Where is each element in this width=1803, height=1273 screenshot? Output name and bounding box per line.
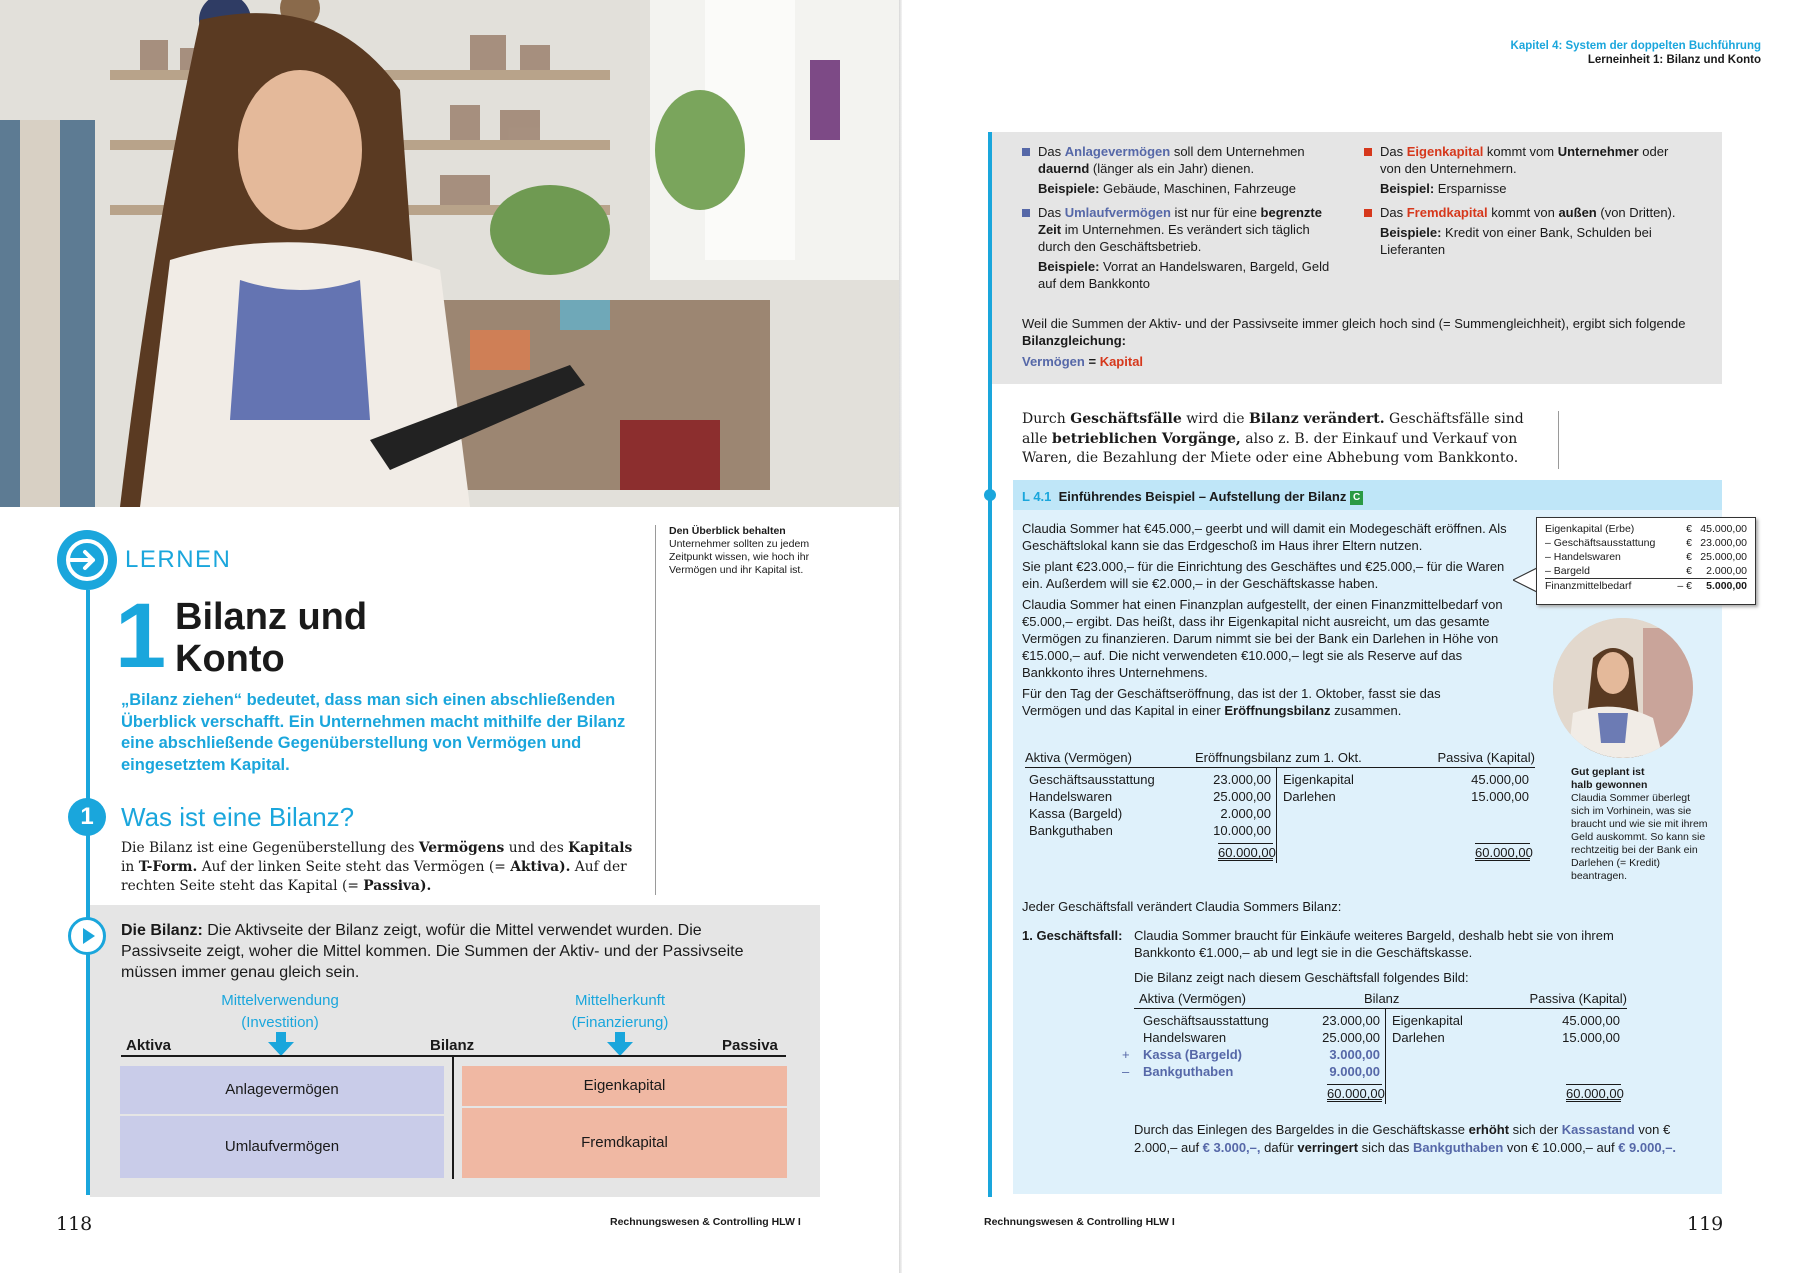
bilanz-row-value: 15.000,00: [1562, 1030, 1620, 1045]
info-example-label: Beispiele:: [1038, 259, 1100, 274]
case-label: 1. Geschäftsfall:: [1022, 928, 1123, 943]
bilanz1-divider: [1276, 768, 1277, 863]
info-text: (von Dritten).: [1596, 205, 1676, 220]
section-number: 1: [68, 798, 106, 836]
info-text: kommt vom: [1483, 144, 1558, 159]
info-text: Das: [1038, 205, 1065, 220]
bilanz-row: [1122, 1029, 1384, 1046]
portrait-photo: [1553, 618, 1693, 758]
bilanz-row: [1392, 1029, 1624, 1046]
info-umlauf: [1022, 204, 1342, 292]
para-bold: betrieblichen Vorgänge,: [1052, 430, 1241, 447]
info-example-label: Beispiele:: [1038, 181, 1100, 196]
finanzplan-callout: [1536, 517, 1756, 605]
page-number-right: 119: [1687, 1213, 1724, 1235]
bilanz-row-value: 2.000,00: [1220, 806, 1271, 821]
bilanz-row-value: 25.000,00: [1322, 1030, 1380, 1045]
bilanz-after: [1122, 990, 1627, 1104]
anlagevermoegen-block: Anlagevermögen: [120, 1066, 444, 1114]
change-intro: Jeder Geschäftsfall verändert Claudia Sommers Bilanz:: [1022, 899, 1342, 914]
section-text: [121, 839, 646, 896]
shop-photo: [0, 0, 899, 507]
finanzplan-row: [1545, 536, 1747, 550]
bilanz-row-value: 10.000,00: [1213, 823, 1271, 838]
bilanz1-left: [1025, 771, 1275, 839]
example-p3: Claudia Sommer hat einen Finanzplan aufgestellt, der einen Finanzmittelbedarf von €5.000,– ergibt. Das heißt, dass ihr Eigenkapital nicht ausreicht, um das gesamte Vermögen zu finanzieren. Darum nimmt sie bei der Bank ein Darlehen in Höhe von €15.000,– auf. Die nicht verwendeten €10.000,– legt sie als Reserve auf das Bankkonto ihres Unternehmens.: [1022, 597, 1503, 680]
footer-left: Rechnungswesen & Controlling HLW I: [610, 1216, 801, 1228]
chapter-intro: „Bilanz ziehen“ bedeutet, dass man sich einen abschließenden Überblick verschafft. Ein Unternehmen macht mithilfe der Bilanz eine abschließende Gegenüberstellung von Vermögen und eingesetztem Kapital.: [121, 691, 626, 774]
bilanz-row-value: 23.000,00: [1322, 1013, 1380, 1028]
info-term: Eigenkapital: [1406, 144, 1484, 159]
case-text: Claudia Sommer braucht für Einkäufe weiteres Bargeld, deshalb hebt sie von ihrem Bankkonto €1.000,– ab und legt sie in die Geschäftskasse.: [1134, 928, 1614, 960]
case-sub: Die Bilanz zeigt nach diesem Geschäftsfall folgendes Bild:: [1134, 970, 1469, 985]
finanzplan-cell: €: [1686, 523, 1693, 535]
info-term: Umlaufvermögen: [1064, 205, 1171, 220]
info-bold: Unternehmer: [1557, 144, 1639, 159]
bilanz-row-value: 45.000,00: [1562, 1013, 1620, 1028]
info-text: Weil die Summen der Aktiv- und der Passivseite immer gleich hoch sind (= Summengleichheit), ergibt sich folgende: [1022, 316, 1686, 331]
info-text: im Unternehmen. Es verändert sich täglich durch den Geschäftsbetrieb.: [1038, 222, 1310, 254]
aktiva-label: Aktiva: [126, 1037, 172, 1054]
bilanz-row-label: Bankguthaben: [1143, 1064, 1234, 1079]
bilanz-row-label: Kassa (Bargeld): [1143, 1047, 1242, 1062]
para-bold: Geschäftsfälle: [1070, 411, 1182, 427]
equation-equals: =: [1084, 354, 1100, 369]
bilanzgleichung: [1022, 315, 1692, 370]
mittelherkunft-line1: Mittelherkunft: [574, 992, 666, 1009]
info-term: Fremdkapital: [1406, 205, 1488, 220]
bilanz2-body: [1122, 1009, 1627, 1104]
para-text: also z. B. der Einkauf und Verkauf von Waren, die Bezahlung der Miete oder eine Abhebung vom Bankkonto.: [1022, 430, 1519, 466]
bilanz2-total-left: 60.000,00: [1327, 1086, 1385, 1101]
bilanz2-header: [1134, 990, 1627, 1009]
finanzplan-cell: €: [1686, 537, 1693, 549]
bilanz-row-value: 25.000,00: [1213, 789, 1271, 804]
info-text: Das: [1038, 144, 1065, 159]
para-text: wird die: [1181, 411, 1249, 427]
bilanz-row: [1122, 1046, 1384, 1063]
footer-right: Rechnungswesen & Controlling HLW I: [984, 1216, 1175, 1228]
bilanz-row-value: 23.000,00: [1213, 772, 1271, 787]
margin-note-text: Unternehmer sollten zu jedem Zeitpunkt wissen, wie hoch ihr Vermögen und ihr Kapital ist.: [669, 538, 810, 576]
bilanz1-head-right: Passiva (Kapital): [1437, 750, 1535, 765]
level-badge: C: [1350, 491, 1363, 505]
fremdkapital-block: Fremdkapital: [462, 1108, 787, 1178]
info-example: Kredit von einer Bank, Schulden bei Lieferanten: [1380, 225, 1652, 257]
bilanz-row-value: 3.000,00: [1329, 1047, 1380, 1062]
info-text: oder von den Unternehmern.: [1380, 144, 1669, 176]
finanzplan-total-value: 5.000,00: [1692, 579, 1747, 594]
geschaeftsfaelle-paragraph: [1022, 410, 1542, 469]
bilanz-row-label: Eigenkapital: [1283, 772, 1354, 787]
section-text-bold: Passiva).: [363, 878, 432, 894]
bilanz2-left: [1122, 1012, 1384, 1080]
final-text: Durch das Einlegen des Bargeldes in die Geschäftskasse: [1134, 1122, 1469, 1137]
bilanz1-head-left: Aktiva (Vermögen): [1025, 750, 1132, 765]
final-term: Kassastand: [1561, 1122, 1635, 1137]
info-text: Das: [1380, 144, 1407, 159]
info-eigen: [1364, 143, 1684, 197]
t-account-mid-line: [452, 1057, 454, 1179]
para-text: Geschäftsfälle sind alle: [1022, 411, 1524, 447]
final-text: von € 2.000,– auf: [1134, 1122, 1671, 1155]
bullet-square-icon: [1364, 209, 1372, 217]
info-text: kommt von: [1487, 205, 1559, 220]
info-text: (länger als ein Jahr) dienen.: [1089, 161, 1255, 176]
info-example: Vorrat an Handelswaren, Bargeld, Geld auf dem Bankkonto: [1038, 259, 1330, 291]
final-term: € 9.000,–.: [1618, 1140, 1677, 1155]
finanzplan-cell: – Bargeld: [1545, 565, 1590, 577]
play-icon: [68, 917, 106, 955]
info-text: ist nur für eine: [1170, 205, 1261, 220]
finanzplan-cell: €: [1686, 565, 1693, 577]
para-text: Durch: [1022, 411, 1071, 427]
finanzplan-total-cur: – €: [1675, 579, 1692, 594]
final-bold: erhöht: [1468, 1122, 1510, 1137]
bilanz2-right: [1392, 1012, 1624, 1046]
mittelverwendung-heading: [200, 990, 360, 1034]
margin-note: [669, 525, 829, 577]
mittelverwendung-line1: Mittelverwendung: [221, 992, 339, 1009]
section-text-bold: T-Form.: [138, 859, 198, 875]
bilanz-explain-body: Die Aktivseite der Bilanz zeigt, wofür die Mittel verwendet wurden. Die Passivseite zeigt, woher die Mittel kommen. Die Summen der Aktiv- und der Passivseite müssen immer genau gleich sein.: [121, 922, 744, 981]
finanzplan-cell: – Handelswaren: [1545, 551, 1621, 563]
info-example-label: Beispiel:: [1380, 181, 1435, 196]
header-chapter: Kapitel 4: System der doppelten Buchführung: [1510, 40, 1761, 52]
bilanz-row-value: 15.000,00: [1471, 789, 1529, 804]
info-fremd: [1364, 204, 1684, 258]
section-text-part: Auf der linken Seite steht das Vermögen (=: [197, 859, 511, 875]
bilanz-label: Bilanz: [430, 1037, 475, 1054]
example-p4: zusammen.: [1330, 703, 1402, 718]
bilanz-row-label: Darlehen: [1392, 1030, 1445, 1045]
bilanz1-total-right: 60.000,00: [1475, 845, 1533, 860]
bilanz2-head-left: Aktiva (Vermögen): [1139, 991, 1246, 1006]
finanzplan-cell: 25.000,00: [1700, 551, 1747, 563]
bilanz1-body: [1025, 768, 1535, 863]
info-text: Das: [1380, 205, 1407, 220]
section-title: Was ist eine Bilanz?: [121, 802, 355, 832]
info-example: Ersparnisse: [1434, 181, 1507, 196]
portrait-note-text: Claudia Sommer überlegt sich im Vorhinein, was sie braucht und wie sie mit ihrem Geld auskommt. So kann sie rechtzeitig bei der Bank ein Darlehen (= Kredit) beantragen.: [1571, 792, 1708, 882]
bilanz-row-label: Bankguthaben: [1029, 823, 1113, 838]
bilanz-row: [1025, 788, 1275, 805]
bilanz-row-label: Geschäftsausstattung: [1143, 1013, 1269, 1028]
finanzplan-table: [1545, 522, 1747, 593]
bilanz-row: [1025, 805, 1275, 822]
bilanz-row-label: Kassa (Bargeld): [1029, 806, 1123, 821]
bilanz-row-sign: –: [1122, 1064, 1130, 1079]
example-p2: Sie plant €23.000,– für die Einrichtung des Geschäftes und €25.000,– für die Waren ein. Außerdem will sie €2.000,– in der Geschäftskasse haben.: [1022, 559, 1505, 591]
bilanz1-head-mid: Eröffnungsbilanz zum 1. Okt.: [1195, 750, 1362, 765]
finanzplan-row: [1545, 550, 1747, 564]
finanzplan-row: [1545, 522, 1747, 536]
bilanz-row-label: Darlehen: [1283, 789, 1336, 804]
bilanz-row: [1283, 771, 1533, 788]
section-text-part: in: [121, 859, 139, 875]
example-title: [1022, 488, 1363, 505]
section-text-part: Die Bilanz ist eine Gegenüberstellung des: [121, 840, 419, 856]
section-text-bold: Vermögens: [418, 840, 505, 856]
info-example-label: Beispiele:: [1380, 225, 1442, 240]
finanzplan-total-row: [1545, 579, 1747, 594]
example-p1: Claudia Sommer hat €45.000,– geerbt und will damit ein Modegeschäft eröffnen. Als Geschäftslokal kann sie das Erdgeschoß im Haus ihrer Eltern nutzen.: [1022, 521, 1507, 553]
eigenkapital-block: Eigenkapital: [462, 1066, 787, 1106]
finanzplan-cell: – Geschäftsausstattung: [1545, 537, 1656, 549]
eroeffnungsbilanz-header: [1025, 749, 1535, 768]
lernen-icon: [57, 530, 117, 590]
bilanz-row: [1392, 1012, 1624, 1029]
bilanz-row: [1025, 771, 1275, 788]
final-paragraph: [1134, 1121, 1679, 1157]
final-text: dafür: [1260, 1140, 1298, 1155]
section-text-bold: Aktiva).: [510, 859, 571, 875]
rule-dot: [984, 489, 996, 501]
lernen-label: LERNEN: [125, 546, 232, 573]
final-text: von € 10.000,– auf: [1503, 1140, 1619, 1155]
bullet-square-icon: [1022, 148, 1030, 156]
mittelherkunft-line2: (Finanzierung): [571, 1014, 669, 1031]
para-bold: Bilanz verändert.: [1248, 411, 1385, 427]
bilanz2-head-right: Passiva (Kapital): [1529, 991, 1627, 1006]
section-text-part: Auf der rechten Seite steht das Kapital (=: [121, 859, 627, 894]
bilanz-row-label: Geschäftsausstattung: [1029, 772, 1155, 787]
finanzplan-cell: Eigenkapital (Erbe): [1545, 523, 1635, 535]
final-term: Bankguthaben: [1412, 1140, 1504, 1155]
chapter-title: [175, 596, 367, 680]
margin-note-title: Den Überblick behalten: [669, 525, 786, 537]
bilanz1-right: [1283, 771, 1533, 805]
section-text-bold: Kapitals: [568, 840, 633, 856]
bilanz2-head-mid: Bilanz: [1364, 991, 1400, 1006]
final-text: sich das: [1358, 1140, 1413, 1155]
margin-divider: [655, 525, 656, 895]
para-divider: [1558, 411, 1559, 469]
bilanz1-total-left: 60.000,00: [1218, 845, 1276, 860]
info-term: Anlagevermögen: [1064, 144, 1171, 159]
shop-photo-illustration: [0, 0, 899, 507]
portrait-note-title: Gut geplant ist: [1571, 766, 1645, 778]
example-body: [1022, 520, 1527, 719]
info-bold: begrenzte Zeit: [1038, 205, 1322, 237]
example-label: L 4.1: [1022, 489, 1052, 504]
finanzplan-cell: 2.000,00: [1706, 565, 1747, 577]
bilanz-row-label: Eigenkapital: [1392, 1013, 1463, 1028]
finanzplan-cell: 23.000,00: [1700, 537, 1747, 549]
umlaufvermoegen-block: Umlaufvermögen: [120, 1116, 444, 1178]
portrait-note: [1571, 766, 1711, 883]
info-text: soll dem Unternehmen: [1170, 144, 1305, 159]
bilanz-explain-text: [121, 920, 761, 983]
finanzplan-row: [1545, 564, 1747, 579]
passiva-label: Passiva: [722, 1037, 778, 1054]
portrait-note-title: halb gewonnen: [1571, 779, 1648, 791]
bilanz-row-sign: +: [1122, 1047, 1130, 1062]
info-anlage: [1022, 143, 1342, 197]
final-term: € 3.000,–,: [1202, 1140, 1261, 1155]
bilanz-explain-lead: Die Bilanz:: [121, 922, 203, 939]
bilanz-row: [1122, 1063, 1384, 1080]
equation-left: Vermögen: [1022, 354, 1085, 369]
bilanz-row-label: Handelswaren: [1029, 789, 1113, 804]
example-p4-bold: Eröffnungsbilanz: [1224, 703, 1331, 718]
final-bold: verringert: [1297, 1140, 1359, 1155]
bilanz2-total-right: 60.000,00: [1566, 1086, 1624, 1101]
mittelherkunft-heading: [545, 990, 695, 1034]
chapter-title-line2: Konto: [175, 638, 285, 680]
bilanz-row-value: 9.000,00: [1329, 1064, 1380, 1079]
info-bold: außen: [1558, 205, 1597, 220]
bilanz2-divider: [1385, 1009, 1386, 1104]
info-bold: Bilanzgleichung:: [1022, 333, 1126, 348]
bullet-square-icon: [1022, 209, 1030, 217]
bilanz-row: [1283, 788, 1533, 805]
example-p4: Für den Tag der Geschäftseröffnung, das ist der 1. Oktober, fasst sie das Vermögen und das Kapital in einer: [1022, 686, 1441, 718]
bilanz-row: [1122, 1012, 1384, 1029]
finanzplan-total-label: Finanzmittelbedarf: [1545, 579, 1675, 594]
page-number-left: 118: [56, 1213, 93, 1235]
mittelverwendung-line2: (Investition): [241, 1014, 319, 1031]
equation-right: Kapital: [1099, 354, 1144, 369]
final-text: sich der: [1509, 1122, 1562, 1137]
chapter-number: 1: [115, 585, 167, 687]
finanzplan-cell: €: [1686, 551, 1693, 563]
chapter-title-line1: Bilanz und: [175, 596, 368, 638]
eroeffnungsbilanz: [1025, 749, 1535, 863]
header-unit: Lerneinheit 1: Bilanz und Konto: [1587, 54, 1761, 66]
finanzplan-cell: 45.000,00: [1700, 523, 1747, 535]
bilanz-row: [1025, 822, 1275, 839]
example-title-text: Einführendes Beispiel – Aufstellung der Bilanz: [1058, 489, 1347, 504]
bilanz-row-label: Handelswaren: [1143, 1030, 1227, 1045]
bilanz-row-value: 45.000,00: [1471, 772, 1529, 787]
book-spine: [899, 0, 902, 1273]
info-example: Gebäude, Maschinen, Fahrzeuge: [1099, 181, 1296, 196]
section-text-part: und des: [504, 840, 569, 856]
info-bold: dauernd: [1038, 161, 1090, 176]
bullet-square-icon: [1364, 148, 1372, 156]
